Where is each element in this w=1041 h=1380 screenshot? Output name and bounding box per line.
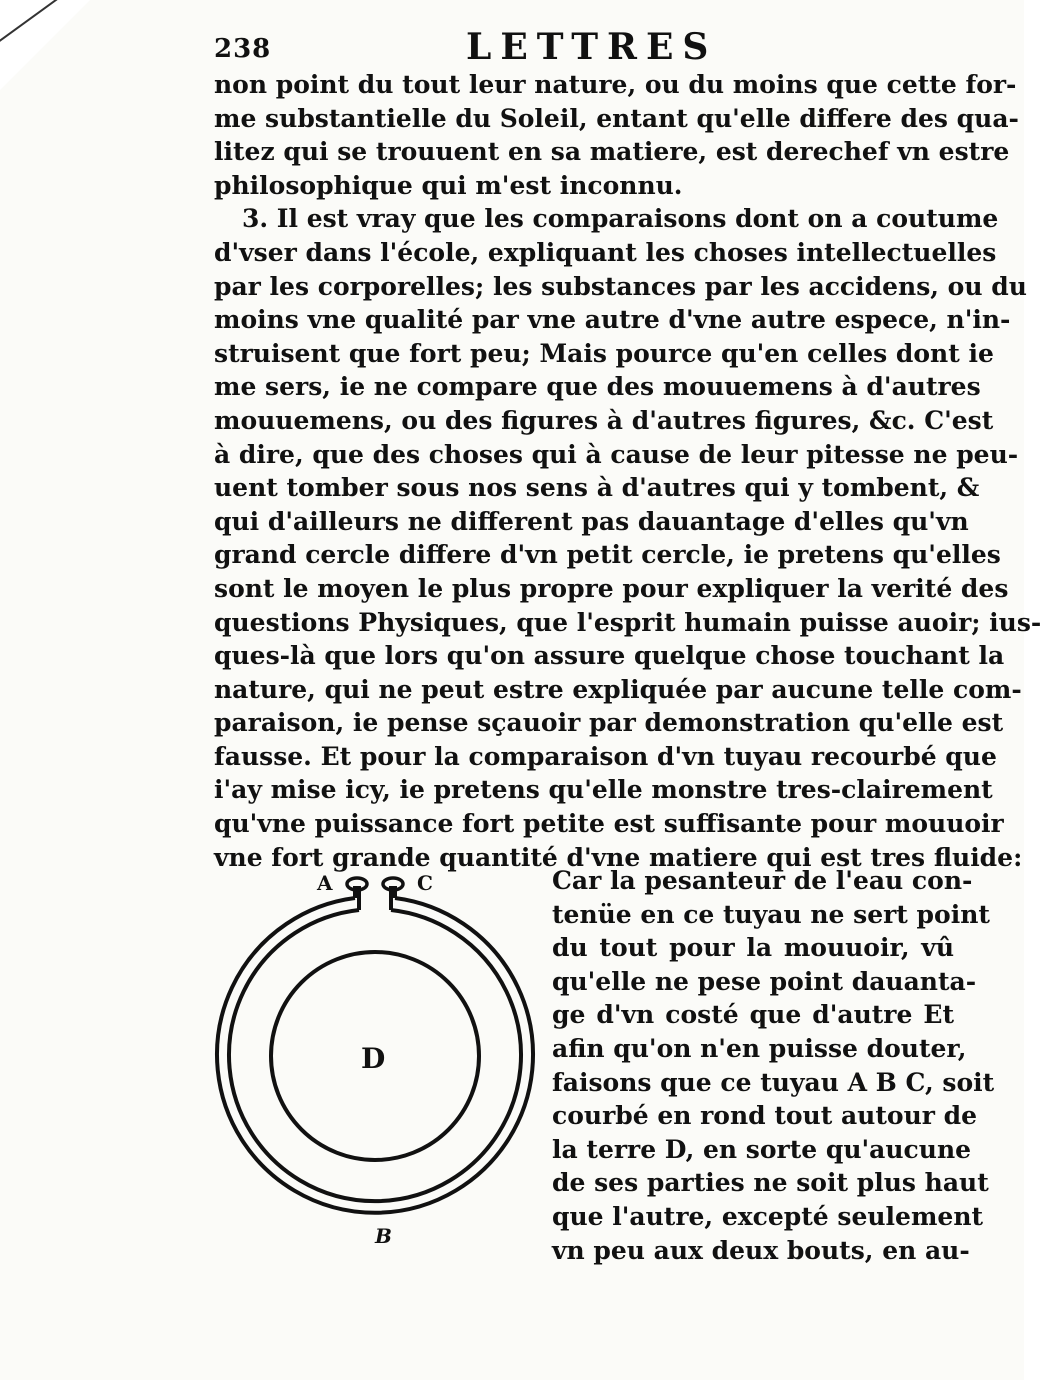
- text-line: à dire, que des choses qui à cause de leur pitesse ne peu-: [214, 439, 1019, 469]
- text-line: mouuemens, ou des figures à d'autres figures, &c. C'est: [214, 405, 994, 435]
- label-b: B: [375, 1224, 392, 1248]
- text-line: i'ay mise icy, ie pretens qu'elle monstre tres-clairement: [214, 775, 993, 805]
- text-line: ge d'vn costé que d'autre Et: [552, 1000, 954, 1030]
- text-line: qu'elle ne pese point dauanta-: [552, 966, 977, 996]
- text-line: la terre D, en sorte qu'aucune: [552, 1134, 972, 1164]
- text-line: moins vne qualité par vne autre d'vne autre espece, n'in-: [214, 305, 1011, 335]
- text-line: que l'autre, excepté seulement: [552, 1201, 984, 1231]
- text-line: faisons que ce tuyau A B C, soit: [552, 1067, 995, 1097]
- text-line: nature, qui ne peut estre expliquée par aucune telle com-: [214, 674, 1022, 704]
- tube-figure: [205, 868, 545, 1258]
- text-line: ques-là que lors qu'on assure quelque chose touchant la: [214, 641, 1005, 671]
- label-a: A: [317, 871, 333, 895]
- text-line: d'vser dans l'école, expliquant les choses intellectuelles: [214, 237, 997, 267]
- text-line: afin qu'on n'en puisse douter,: [552, 1033, 967, 1063]
- text-line: philosophique qui m'est inconnu.: [214, 170, 683, 200]
- label-d: D: [361, 1042, 386, 1075]
- text-line: Car la pesanteur de l'eau con-: [552, 866, 973, 895]
- text-line: uent tomber sous nos sens à d'autres qui y tombent, &: [214, 473, 980, 503]
- running-title: LETTRES: [466, 26, 718, 68]
- text-line: non point du tout leur nature, ou du moins que cette for-: [214, 70, 1017, 99]
- text-line: par les corporelles; les substances par les accidens, ou du: [214, 271, 1027, 301]
- text-line: tenüe en ce tuyau ne sert point: [552, 899, 990, 929]
- folded-corner: [0, 0, 90, 90]
- text-line: vn peu aux deux bouts, en au-: [552, 1235, 970, 1265]
- text-line: grand cercle differe d'vn petit cercle, ie pretens qu'elles: [214, 540, 1001, 570]
- text-line: du tout pour la mouuoir, vû: [552, 933, 954, 963]
- main-text: [214, 68, 1041, 874]
- page-number: 238: [214, 34, 272, 64]
- label-c: C: [417, 871, 433, 895]
- tube-diagram: [205, 868, 545, 1258]
- text-line: fausse. Et pour la comparaison d'vn tuyau recourbé que: [214, 741, 997, 771]
- text-line: paraison, ie pense sçauoir par demonstration qu'elle est: [214, 708, 1004, 738]
- running-head: [214, 26, 954, 66]
- text-line: sont le moyen le plus propre pour expliquer la verité des: [214, 573, 1009, 603]
- text-line: vne fort grande quantité d'vne matiere qui est tres fluide:: [214, 842, 1023, 872]
- text-line: struisent que fort peu; Mais pource qu'en celles dont ie: [214, 338, 994, 368]
- text-line: courbé en rond tout autour de: [552, 1101, 978, 1131]
- text-line: qui d'ailleurs ne different pas dauantage d'elles qu'vn: [214, 506, 969, 536]
- side-text: [552, 864, 995, 1267]
- text-line: 3. Il est vray que les comparaisons dont on a coutume: [242, 204, 999, 234]
- text-line: me sers, ie ne compare que des mouuemens à d'autres: [214, 372, 981, 402]
- text-line: questions Physiques, que l'esprit humain puisse auoir; ius-: [214, 607, 1041, 637]
- text-line: de ses parties ne soit plus haut: [552, 1168, 989, 1198]
- text-line: qu'vne puissance fort petite est suffisante pour mouuoir: [214, 809, 1004, 839]
- text-line: litez qui se trouuent en sa matiere, est derechef vn estre: [214, 137, 1010, 167]
- text-line: me substantielle du Soleil, entant qu'elle differe des qua-: [214, 103, 1019, 133]
